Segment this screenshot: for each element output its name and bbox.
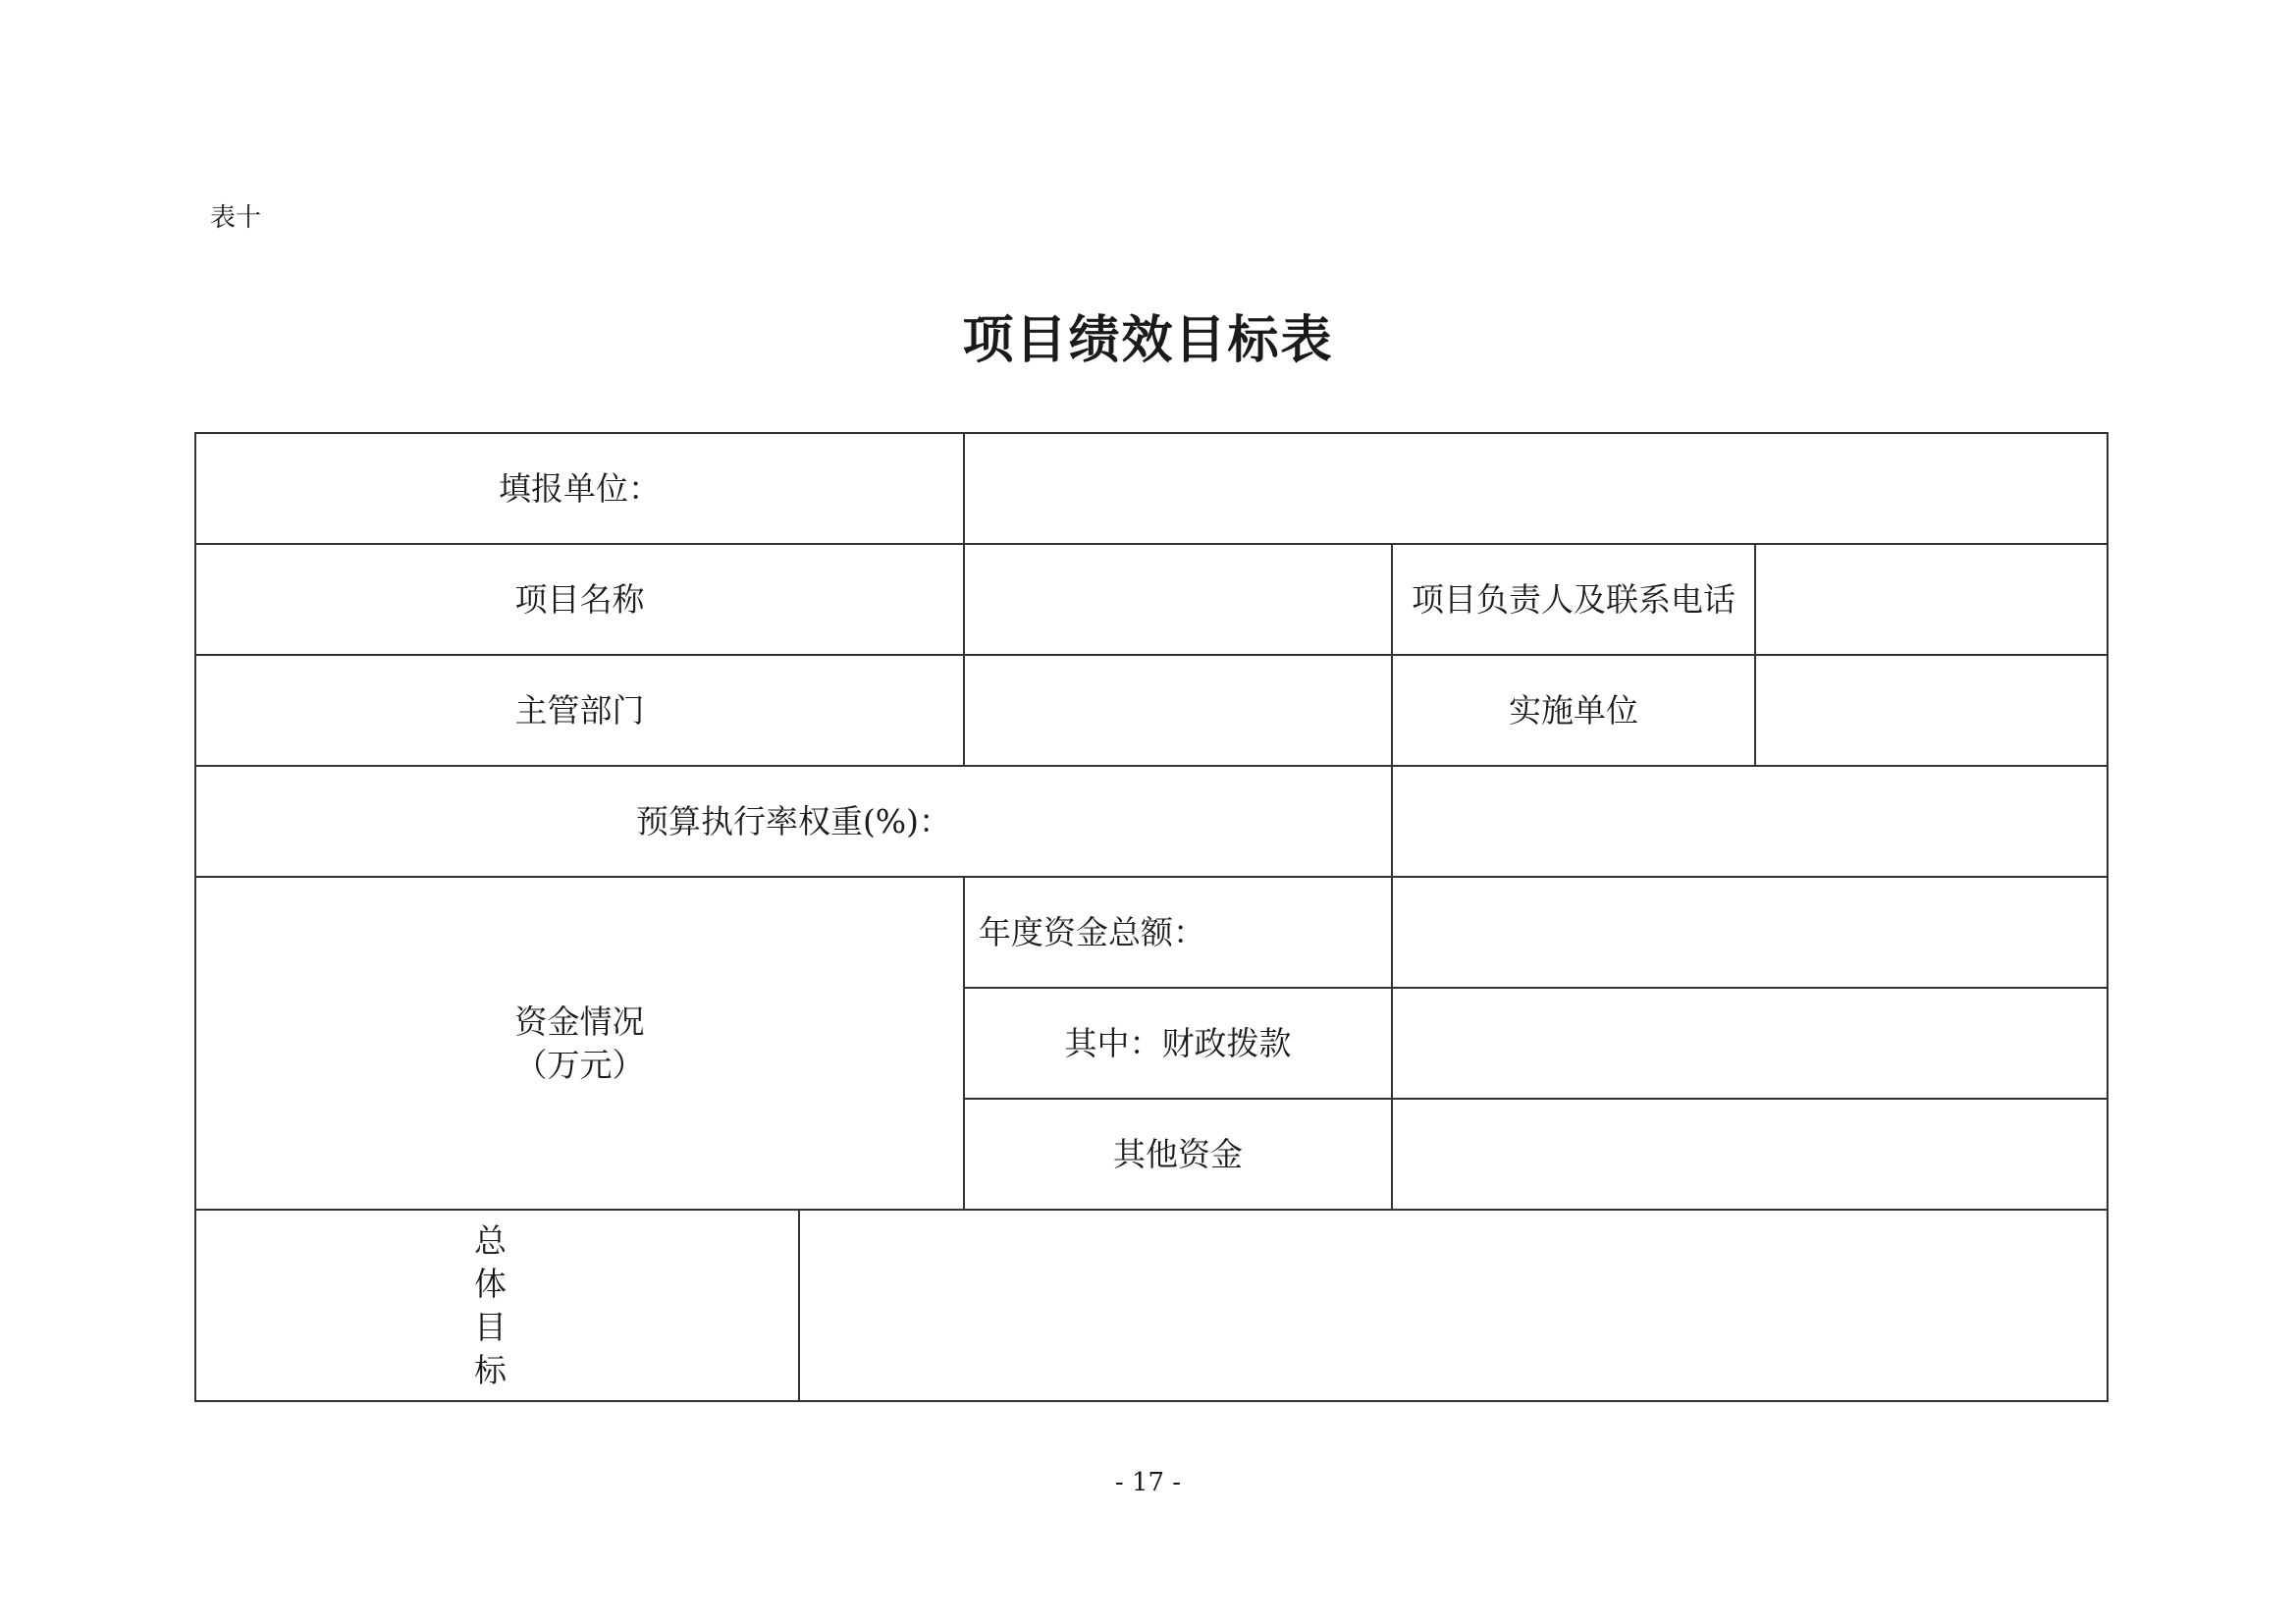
funding-label-cell [195,877,964,1210]
page-title: 项目绩效目标表 [962,310,1334,370]
supervising-dept-label: 主管部门 [195,655,964,766]
funding-label: 资金情况 [514,1001,645,1041]
row-budget-rate-weight [195,766,2108,877]
implementing-unit-value[interactable] [1755,655,2108,766]
row-project-name [195,544,2108,655]
table-number-label: 表十 [210,203,262,233]
row-annual-total [195,877,2108,988]
other-funds-value[interactable] [1392,1099,2108,1210]
overall-goal-value[interactable] [799,1210,2108,1401]
project-name-value[interactable] [964,544,1392,655]
other-funds-label: 其他资金 [964,1099,1392,1210]
reporting-unit-label: 填报单位： [195,433,964,544]
annual-total-value[interactable] [1392,877,2108,988]
funding-unit: （万元） [514,1045,645,1084]
overall-goal-label: 总体目标 [474,1220,507,1389]
reporting-unit-value[interactable] [964,433,2108,544]
row-overall-goal [195,1210,2108,1401]
project-leader-label: 项目负责人及联系电话 [1392,544,1755,655]
overall-goal-label-cell [195,1210,799,1401]
page-number: - 17 - [1114,1468,1182,1497]
project-name-label: 项目名称 [195,544,964,655]
supervising-dept-value[interactable] [964,655,1392,766]
budget-rate-weight-value[interactable] [1392,766,2108,877]
fiscal-allocation-label: 其中：财政拨款 [964,988,1392,1099]
row-reporting-unit [195,433,2108,544]
project-leader-value[interactable] [1755,544,2108,655]
row-supervising-dept [195,655,2108,766]
budget-rate-weight-label: 预算执行率权重(%)： [195,766,1392,877]
annual-total-label: 年度资金总额： [964,877,1392,988]
implementing-unit-label: 实施单位 [1392,655,1755,766]
fiscal-allocation-value[interactable] [1392,988,2108,1099]
performance-goal-table [194,432,2109,1402]
